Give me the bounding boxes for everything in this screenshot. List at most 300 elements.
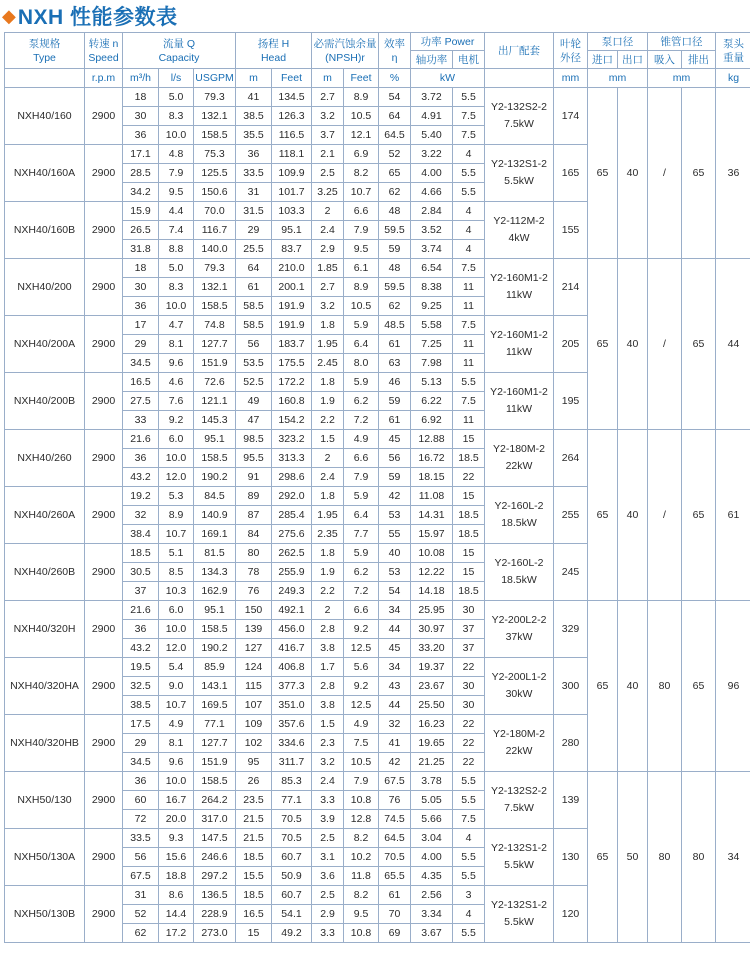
head-feet-cell: 54.1 (272, 905, 312, 924)
motor-model: Y2-160L-2 (494, 500, 544, 512)
q-usgpm-cell: 151.9 (194, 753, 236, 772)
shaft-power-cell: 8.38 (411, 278, 453, 297)
npsh-feet-cell: 6.2 (344, 392, 379, 411)
head-feet-cell: 175.5 (272, 354, 312, 373)
header-impeller: 叶轮 外径 (554, 33, 588, 69)
header-power: 功率 Power (411, 33, 485, 51)
model-cell: NXH40/200B (5, 373, 85, 430)
npsh-feet-cell: 6.6 (344, 449, 379, 468)
q-m3h-cell: 31 (123, 886, 159, 905)
head-m-cell: 29 (236, 221, 272, 240)
pump-inlet-cell: 65 (588, 259, 618, 430)
shaft-power-cell: 5.13 (411, 373, 453, 392)
table-row (5, 772, 750, 791)
q-ls-cell: 17.2 (159, 924, 194, 943)
q-usgpm-cell: 136.5 (194, 886, 236, 905)
efficiency-cell: 54 (379, 582, 411, 601)
weight-cell: 44 (716, 259, 750, 430)
header-pipe-port: 锥管口径 (648, 33, 716, 51)
npsh-feet-cell: 5.9 (344, 316, 379, 335)
head-m-cell: 47 (236, 411, 272, 430)
shaft-power-cell: 3.22 (411, 145, 453, 164)
npsh-m-cell: 2.9 (312, 905, 344, 924)
head-m-cell: 31 (236, 183, 272, 202)
shaft-power-cell: 6.54 (411, 259, 453, 278)
motor-power-cell: 5.5 (453, 924, 485, 943)
head-m-cell: 87 (236, 506, 272, 525)
shaft-power-cell: 4.00 (411, 848, 453, 867)
shaft-power-cell: 3.74 (411, 240, 453, 259)
header-capacity: 流量 Q Capacity (123, 33, 236, 69)
q-m3h-cell: 62 (123, 924, 159, 943)
shaft-power-cell: 18.15 (411, 468, 453, 487)
q-usgpm-cell: 147.5 (194, 829, 236, 848)
factory-motor-cell (485, 772, 554, 829)
npsh-feet-cell: 5.9 (344, 544, 379, 563)
model-cell: NXH40/200 (5, 259, 85, 316)
impeller-cell: 280 (554, 715, 588, 772)
efficiency-cell: 74.5 (379, 810, 411, 829)
head-feet-cell: 377.3 (272, 677, 312, 696)
motor-model: Y2-200L1-2 (491, 671, 547, 683)
speed-cell: 2900 (85, 316, 123, 373)
motor-power-cell: 7.5 (453, 126, 485, 145)
npsh-m-cell: 2.4 (312, 772, 344, 791)
npsh-m-cell: 3.1 (312, 848, 344, 867)
q-ls-cell: 18.8 (159, 867, 194, 886)
q-ls-cell: 8.1 (159, 335, 194, 354)
efficiency-cell: 61 (379, 411, 411, 430)
npsh-m-cell: 2.5 (312, 886, 344, 905)
shaft-power-cell: 15.97 (411, 525, 453, 544)
motor-model: Y2-132S1-2 (490, 899, 548, 911)
efficiency-cell: 32 (379, 715, 411, 734)
q-usgpm-cell: 74.8 (194, 316, 236, 335)
shaft-power-cell: 4.00 (411, 164, 453, 183)
head-feet-cell: 60.7 (272, 848, 312, 867)
head-m-cell: 49 (236, 392, 272, 411)
npsh-feet-cell: 10.5 (344, 753, 379, 772)
q-ls-cell: 4.4 (159, 202, 194, 221)
model-cell: NXH40/320HA (5, 658, 85, 715)
efficiency-cell: 56 (379, 449, 411, 468)
efficiency-cell: 41 (379, 734, 411, 753)
q-m3h-cell: 15.9 (123, 202, 159, 221)
npsh-m-cell: 2.1 (312, 145, 344, 164)
performance-table (4, 32, 750, 943)
efficiency-cell: 40 (379, 544, 411, 563)
efficiency-cell: 42 (379, 753, 411, 772)
efficiency-cell: 45 (379, 430, 411, 449)
speed-cell: 2900 (85, 202, 123, 259)
impeller-cell: 205 (554, 316, 588, 373)
shaft-power-cell: 3.67 (411, 924, 453, 943)
head-m-cell: 58.5 (236, 316, 272, 335)
q-ls-cell: 10.7 (159, 696, 194, 715)
npsh-m-cell: 3.25 (312, 183, 344, 202)
q-ls-cell: 7.4 (159, 221, 194, 240)
shaft-power-cell: 19.65 (411, 734, 453, 753)
head-feet-cell: 101.7 (272, 183, 312, 202)
factory-motor-cell (485, 487, 554, 544)
pump-outlet-cell: 40 (618, 430, 648, 601)
npsh-m-cell: 1.8 (312, 544, 344, 563)
npsh-m-cell: 2.7 (312, 278, 344, 297)
npsh-m-cell: 1.8 (312, 487, 344, 506)
npsh-m-cell: 1.8 (312, 373, 344, 392)
shaft-power-cell: 23.67 (411, 677, 453, 696)
pipe-suction-cell: / (648, 88, 682, 259)
motor-power-cell: 4 (453, 829, 485, 848)
shaft-power-cell: 3.34 (411, 905, 453, 924)
q-ls-cell: 8.9 (159, 506, 194, 525)
q-m3h-cell: 36 (123, 620, 159, 639)
unit-pipe: mm (648, 69, 716, 88)
head-feet-cell: 126.3 (272, 107, 312, 126)
q-m3h-cell: 52 (123, 905, 159, 924)
npsh-feet-cell: 6.6 (344, 202, 379, 221)
pipe-discharge-cell: 65 (682, 601, 716, 772)
head-feet-cell: 116.5 (272, 126, 312, 145)
npsh-m-cell: 1.95 (312, 506, 344, 525)
q-ls-cell: 7.6 (159, 392, 194, 411)
efficiency-cell: 43 (379, 677, 411, 696)
factory-motor-cell (485, 715, 554, 772)
npsh-feet-cell: 12.5 (344, 639, 379, 658)
q-usgpm-cell: 85.9 (194, 658, 236, 677)
head-m-cell: 41 (236, 88, 272, 107)
efficiency-cell: 62 (379, 183, 411, 202)
efficiency-cell: 65.5 (379, 867, 411, 886)
q-usgpm-cell: 169.5 (194, 696, 236, 715)
head-feet-cell: 323.2 (272, 430, 312, 449)
q-ls-cell: 14.4 (159, 905, 194, 924)
npsh-feet-cell: 6.4 (344, 506, 379, 525)
shaft-power-cell: 11.08 (411, 487, 453, 506)
shaft-power-cell: 25.95 (411, 601, 453, 620)
table-row (5, 259, 750, 278)
q-ls-cell: 10.0 (159, 126, 194, 145)
npsh-feet-cell: 8.2 (344, 164, 379, 183)
speed-cell: 2900 (85, 487, 123, 544)
head-m-cell: 15 (236, 924, 272, 943)
head-m-cell: 35.5 (236, 126, 272, 145)
head-m-cell: 102 (236, 734, 272, 753)
pipe-suction-cell: 80 (648, 601, 682, 772)
q-usgpm-cell: 95.1 (194, 430, 236, 449)
efficiency-cell: 44 (379, 620, 411, 639)
efficiency-cell: 48.5 (379, 316, 411, 335)
pipe-suction-cell: / (648, 430, 682, 601)
motor-power-cell: 18.5 (453, 449, 485, 468)
head-feet-cell: 191.9 (272, 297, 312, 316)
motor-rated-power: 22kW (505, 460, 533, 472)
head-m-cell: 52.5 (236, 373, 272, 392)
motor-power-cell: 7.5 (453, 107, 485, 126)
impeller-cell: 120 (554, 886, 588, 943)
speed-cell: 2900 (85, 829, 123, 886)
npsh-feet-cell: 10.7 (344, 183, 379, 202)
npsh-m-cell: 2.7 (312, 88, 344, 107)
pump-inlet-cell: 65 (588, 88, 618, 259)
motor-model: Y2-160M1-2 (490, 329, 548, 341)
q-m3h-cell: 34.2 (123, 183, 159, 202)
npsh-feet-cell: 10.8 (344, 791, 379, 810)
q-ls-cell: 4.8 (159, 145, 194, 164)
model-cell: NXH40/200A (5, 316, 85, 373)
head-m-cell: 53.5 (236, 354, 272, 373)
q-ls-cell: 6.0 (159, 430, 194, 449)
npsh-feet-cell: 7.5 (344, 734, 379, 753)
q-m3h-cell: 17 (123, 316, 159, 335)
impeller-cell: 300 (554, 658, 588, 715)
speed-cell: 2900 (85, 259, 123, 316)
header-speed: 转速 n Speed (85, 33, 123, 69)
shaft-power-cell: 16.23 (411, 715, 453, 734)
motor-power-cell: 37 (453, 639, 485, 658)
head-m-cell: 95 (236, 753, 272, 772)
npsh-feet-cell: 9.5 (344, 240, 379, 259)
motor-power-cell: 22 (453, 753, 485, 772)
npsh-feet-cell: 10.8 (344, 924, 379, 943)
impeller-cell: 130 (554, 829, 588, 886)
factory-motor-cell (485, 829, 554, 886)
npsh-feet-cell: 7.2 (344, 411, 379, 430)
q-ls-cell: 5.3 (159, 487, 194, 506)
header-pump-out: 出口 (618, 51, 648, 69)
motor-power-cell: 7.5 (453, 392, 485, 411)
q-ls-cell: 4.9 (159, 715, 194, 734)
q-ls-cell: 10.7 (159, 525, 194, 544)
model-cell: NXH40/160 (5, 88, 85, 145)
pump-inlet-cell: 65 (588, 601, 618, 772)
speed-cell: 2900 (85, 715, 123, 772)
head-feet-cell: 70.5 (272, 810, 312, 829)
q-ls-cell: 20.0 (159, 810, 194, 829)
head-m-cell: 18.5 (236, 886, 272, 905)
speed-cell: 2900 (85, 373, 123, 430)
factory-motor-cell (485, 886, 554, 943)
motor-power-cell: 15 (453, 563, 485, 582)
shaft-power-cell: 25.50 (411, 696, 453, 715)
npsh-feet-cell: 6.4 (344, 335, 379, 354)
head-feet-cell: 118.1 (272, 145, 312, 164)
head-m-cell: 31.5 (236, 202, 272, 221)
shaft-power-cell: 5.05 (411, 791, 453, 810)
head-m-cell: 23.5 (236, 791, 272, 810)
model-cell: NXH40/160A (5, 145, 85, 202)
shaft-power-cell: 7.98 (411, 354, 453, 373)
motor-power-cell: 5.5 (453, 791, 485, 810)
head-feet-cell: 85.3 (272, 772, 312, 791)
unit-impeller: mm (554, 69, 588, 88)
npsh-feet-cell: 6.6 (344, 601, 379, 620)
efficiency-cell: 54 (379, 88, 411, 107)
table-header (5, 33, 750, 88)
head-feet-cell: 49.2 (272, 924, 312, 943)
npsh-feet-cell: 8.9 (344, 88, 379, 107)
q-ls-cell: 8.5 (159, 563, 194, 582)
impeller-cell: 165 (554, 145, 588, 202)
unit-h2: Feet (272, 69, 312, 88)
npsh-feet-cell: 6.2 (344, 563, 379, 582)
q-m3h-cell: 26.5 (123, 221, 159, 240)
head-m-cell: 38.5 (236, 107, 272, 126)
shaft-power-cell: 4.91 (411, 107, 453, 126)
pipe-suction-cell: / (648, 259, 682, 430)
head-m-cell: 98.5 (236, 430, 272, 449)
npsh-m-cell: 2.2 (312, 582, 344, 601)
shaft-power-cell: 5.40 (411, 126, 453, 145)
npsh-feet-cell: 12.8 (344, 810, 379, 829)
shaft-power-cell: 30.97 (411, 620, 453, 639)
efficiency-cell: 64.5 (379, 829, 411, 848)
motor-power-cell: 5.5 (453, 848, 485, 867)
q-m3h-cell: 16.5 (123, 373, 159, 392)
motor-rated-power: 5.5kW (504, 916, 534, 928)
q-usgpm-cell: 132.1 (194, 107, 236, 126)
efficiency-cell: 65 (379, 164, 411, 183)
q-m3h-cell: 34.5 (123, 753, 159, 772)
q-m3h-cell: 36 (123, 297, 159, 316)
unit-blank (5, 69, 85, 88)
efficiency-cell: 46 (379, 373, 411, 392)
shaft-power-cell: 10.08 (411, 544, 453, 563)
head-feet-cell: 154.2 (272, 411, 312, 430)
q-usgpm-cell: 81.5 (194, 544, 236, 563)
shaft-power-cell: 5.58 (411, 316, 453, 335)
head-feet-cell: 210.0 (272, 259, 312, 278)
q-m3h-cell: 18 (123, 88, 159, 107)
q-m3h-cell: 56 (123, 848, 159, 867)
weight-cell: 36 (716, 88, 750, 259)
q-ls-cell: 10.0 (159, 620, 194, 639)
speed-cell: 2900 (85, 430, 123, 487)
motor-power-cell: 5.5 (453, 164, 485, 183)
head-m-cell: 64 (236, 259, 272, 278)
factory-motor-cell (485, 316, 554, 373)
q-usgpm-cell: 72.6 (194, 373, 236, 392)
q-m3h-cell: 28.5 (123, 164, 159, 183)
motor-model: Y2-132S1-2 (490, 158, 548, 170)
shaft-power-cell: 33.20 (411, 639, 453, 658)
npsh-m-cell: 1.95 (312, 335, 344, 354)
motor-rated-power: 18.5kW (501, 574, 537, 586)
shaft-power-cell: 5.66 (411, 810, 453, 829)
q-usgpm-cell: 264.2 (194, 791, 236, 810)
efficiency-cell: 59 (379, 392, 411, 411)
head-feet-cell: 492.1 (272, 601, 312, 620)
motor-model: Y2-132S2-2 (490, 785, 548, 797)
efficiency-cell: 59.5 (379, 221, 411, 240)
impeller-cell: 139 (554, 772, 588, 829)
motor-model: Y2-160M1-2 (490, 386, 548, 398)
shaft-power-cell: 6.22 (411, 392, 453, 411)
motor-power-cell: 15 (453, 544, 485, 563)
q-m3h-cell: 29 (123, 734, 159, 753)
q-ls-cell: 8.1 (159, 734, 194, 753)
head-feet-cell: 83.7 (272, 240, 312, 259)
factory-motor-cell (485, 601, 554, 658)
unit-weight: kg (716, 69, 750, 88)
motor-power-cell: 11 (453, 335, 485, 354)
motor-power-cell: 15 (453, 430, 485, 449)
q-usgpm-cell: 190.2 (194, 468, 236, 487)
q-m3h-cell: 27.5 (123, 392, 159, 411)
npsh-m-cell: 2 (312, 202, 344, 221)
q-usgpm-cell: 134.3 (194, 563, 236, 582)
efficiency-cell: 70 (379, 905, 411, 924)
head-m-cell: 95.5 (236, 449, 272, 468)
efficiency-cell: 55 (379, 525, 411, 544)
header-model: 泵规格 Type (5, 33, 85, 69)
head-feet-cell: 456.0 (272, 620, 312, 639)
motor-power-cell: 22 (453, 734, 485, 753)
q-usgpm-cell: 70.0 (194, 202, 236, 221)
shaft-power-cell: 3.72 (411, 88, 453, 107)
motor-power-cell: 30 (453, 696, 485, 715)
motor-power-cell: 7.5 (453, 810, 485, 829)
header-pump-in: 进口 (588, 51, 618, 69)
motor-power-cell: 18.5 (453, 506, 485, 525)
model-cell: NXH50/130 (5, 772, 85, 829)
head-m-cell: 56 (236, 335, 272, 354)
motor-power-cell: 5.5 (453, 373, 485, 392)
motor-power-cell: 5.5 (453, 88, 485, 107)
shaft-power-cell: 4.66 (411, 183, 453, 202)
factory-motor-cell (485, 430, 554, 487)
factory-motor-cell (485, 544, 554, 601)
head-m-cell: 26 (236, 772, 272, 791)
head-m-cell: 36 (236, 145, 272, 164)
efficiency-cell: 76 (379, 791, 411, 810)
q-ls-cell: 8.8 (159, 240, 194, 259)
head-feet-cell: 357.6 (272, 715, 312, 734)
head-m-cell: 124 (236, 658, 272, 677)
npsh-m-cell: 2.5 (312, 164, 344, 183)
q-usgpm-cell: 169.1 (194, 525, 236, 544)
motor-power-cell: 7.5 (453, 259, 485, 278)
q-m3h-cell: 72 (123, 810, 159, 829)
q-m3h-cell: 17.1 (123, 145, 159, 164)
npsh-feet-cell: 10.5 (344, 107, 379, 126)
npsh-feet-cell: 6.1 (344, 259, 379, 278)
q-ls-cell: 9.3 (159, 829, 194, 848)
head-m-cell: 18.5 (236, 848, 272, 867)
shaft-power-cell: 19.37 (411, 658, 453, 677)
head-feet-cell: 406.8 (272, 658, 312, 677)
q-m3h-cell: 19.2 (123, 487, 159, 506)
head-feet-cell: 134.5 (272, 88, 312, 107)
header-pipe-out: 排出 (682, 51, 716, 69)
npsh-feet-cell: 12.5 (344, 696, 379, 715)
head-feet-cell: 311.7 (272, 753, 312, 772)
head-feet-cell: 95.1 (272, 221, 312, 240)
npsh-feet-cell: 7.9 (344, 468, 379, 487)
weight-cell: 96 (716, 601, 750, 772)
head-m-cell: 78 (236, 563, 272, 582)
head-feet-cell: 191.9 (272, 316, 312, 335)
motor-power-cell: 18.5 (453, 582, 485, 601)
head-feet-cell: 183.7 (272, 335, 312, 354)
head-feet-cell: 416.7 (272, 639, 312, 658)
q-ls-cell: 10.3 (159, 582, 194, 601)
q-usgpm-cell: 125.5 (194, 164, 236, 183)
table-row (5, 88, 750, 107)
q-ls-cell: 10.0 (159, 772, 194, 791)
npsh-m-cell: 1.5 (312, 430, 344, 449)
q-usgpm-cell: 132.1 (194, 278, 236, 297)
